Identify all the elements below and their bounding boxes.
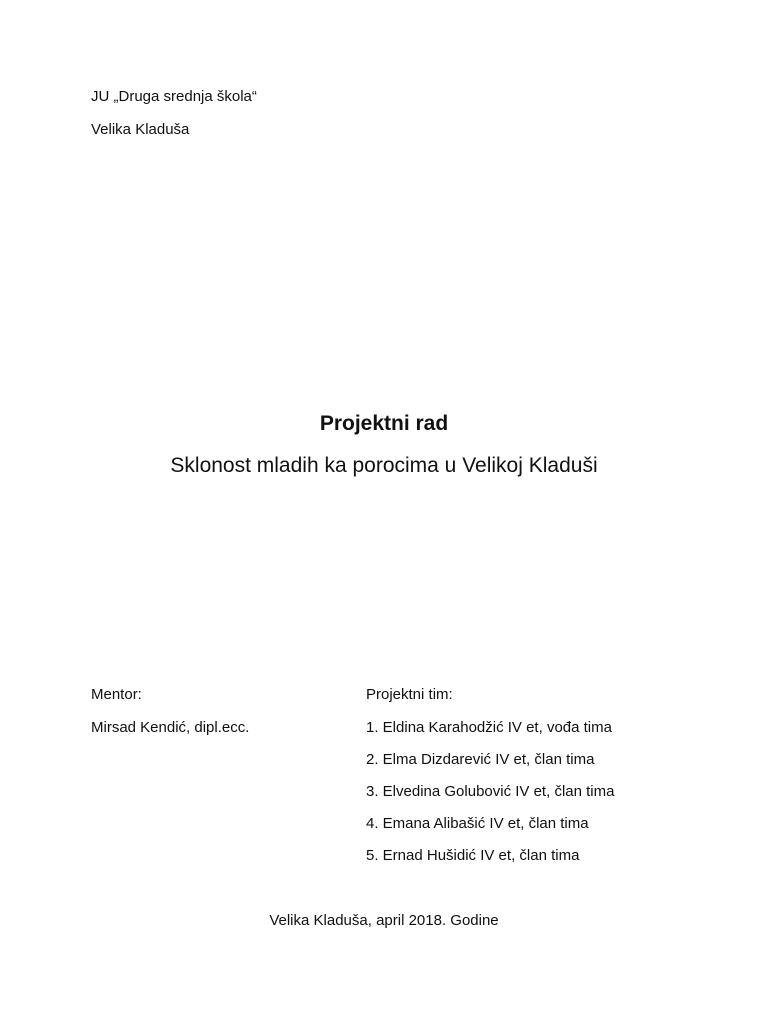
school-city: Velika Kladuša (91, 121, 190, 138)
document-subtitle: Sklonost mladih ka porocima u Velikoj Kladuši (170, 454, 598, 477)
team-member: 3. Elvedina Golubović IV et, član tima (366, 783, 615, 800)
place-and-date: Velika Kladuša, april 2018. Godine (269, 912, 499, 929)
school-name: JU „Druga srednja škola“ (91, 88, 257, 105)
team-member: 1. Eldina Karahodžić IV et, vođa tima (366, 719, 612, 736)
team-member-list (366, 719, 614, 879)
mentor-name: Mirsad Kendić, dipl.ecc. (91, 719, 250, 736)
document-title: Projektni rad (319, 412, 449, 435)
team-label: Projektni tim: (366, 686, 453, 703)
team-member: 5. Ernad Hušidić IV et, član tima (366, 847, 580, 864)
team-member: 4. Emana Alibašić IV et, član tima (366, 815, 589, 832)
mentor-label: Mentor: (91, 686, 142, 703)
team-member: 2. Elma Dizdarević IV et, član tima (366, 751, 595, 768)
